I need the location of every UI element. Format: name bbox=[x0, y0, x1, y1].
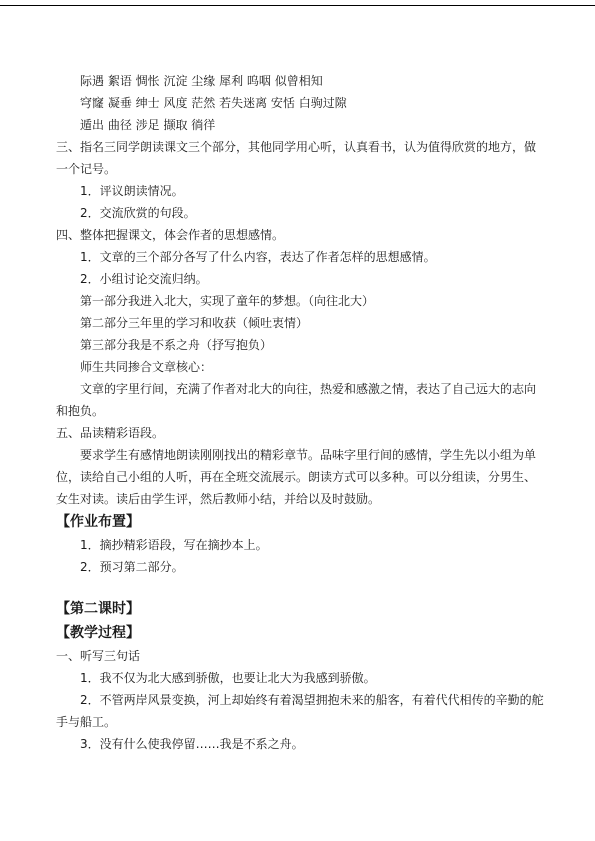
section-5-text: 要求学生有感情地朗读刚刚找出的精彩章节。品味字里行间的感情，学生先以小组为单位，读给自己小组的人听，再在全班交流展示。朗读方式可以多种。可以分组读，分男生、女生对读。读后由学生评，然后教师小结，并给以及时鼓励。 bbox=[56, 448, 537, 506]
core-summary: 文章的字里行间，充满了作者对北大的向往，热爱和感激之情，表达了自己远大的志向和抱负。 bbox=[56, 382, 537, 418]
section-5-title: 五、品读精彩语段。 bbox=[56, 426, 165, 440]
list-item: 2．小组讨论交流归纳。 bbox=[80, 272, 208, 286]
lesson-2-heading: 【第二课时】 bbox=[56, 601, 140, 617]
process-heading: 【教学过程】 bbox=[56, 625, 140, 641]
vocab-line: 际遇 絮语 惆怅 沉淀 尘缘 犀利 呜咽 似曾相知 bbox=[80, 74, 323, 88]
sentence-item: 2．不管两岸风景变换，河上却始终有着渴望拥抱未来的船客，有着代代相传的辛勤的舵手与船工。 bbox=[56, 693, 544, 729]
list-item: 1．摘抄精彩语段，写在摘抄本上。 bbox=[80, 538, 268, 552]
header-rule bbox=[0, 5, 595, 6]
list-item: 2．预习第二部分。 bbox=[80, 560, 184, 574]
part-summary: 第一部分我进入北大，实现了童年的梦想。（向往北大） bbox=[80, 294, 375, 308]
document-page bbox=[56, 70, 546, 755]
list-item: 2．交流欣赏的句段。 bbox=[80, 206, 196, 220]
part-summary: 第三部分我是不系之舟（抒写抱负） bbox=[80, 338, 273, 352]
list-item: 1．文章的三个部分各写了什么内容，表达了作者怎样的思想感情。 bbox=[80, 250, 436, 264]
vocab-line: 遁出 曲径 涉足 撷取 徜徉 bbox=[80, 118, 216, 132]
core-label: 师生共同掺合文章核心： bbox=[80, 360, 213, 374]
homework-heading: 【作业布置】 bbox=[56, 514, 140, 530]
list-item: 1．评议朗读情况。 bbox=[80, 184, 184, 198]
vocab-line: 穹窿 凝垂 绅士 风度 茫然 若失迷离 安恬 白驹过隙 bbox=[80, 96, 347, 110]
sentence-item: 3．没有什么使我停留……我是不系之舟。 bbox=[80, 737, 304, 751]
section-4-title: 四、整体把握课文，体会作者的思想感情。 bbox=[56, 228, 285, 242]
sentence-item: 1．我不仅为北大感到骄傲，也要让北大为我感到骄傲。 bbox=[80, 671, 376, 685]
section-3-title: 三、指名三同学朗读课文三个部分，其他同学用心听，认真看书，认为值得欣赏的地方，做一个记号。 bbox=[56, 140, 537, 176]
lesson-2-section-1-title: 一、听写三句话 bbox=[56, 649, 141, 663]
part-summary: 第二部分三年里的学习和收获（倾吐衷情） bbox=[80, 316, 309, 330]
spacer bbox=[56, 578, 546, 594]
